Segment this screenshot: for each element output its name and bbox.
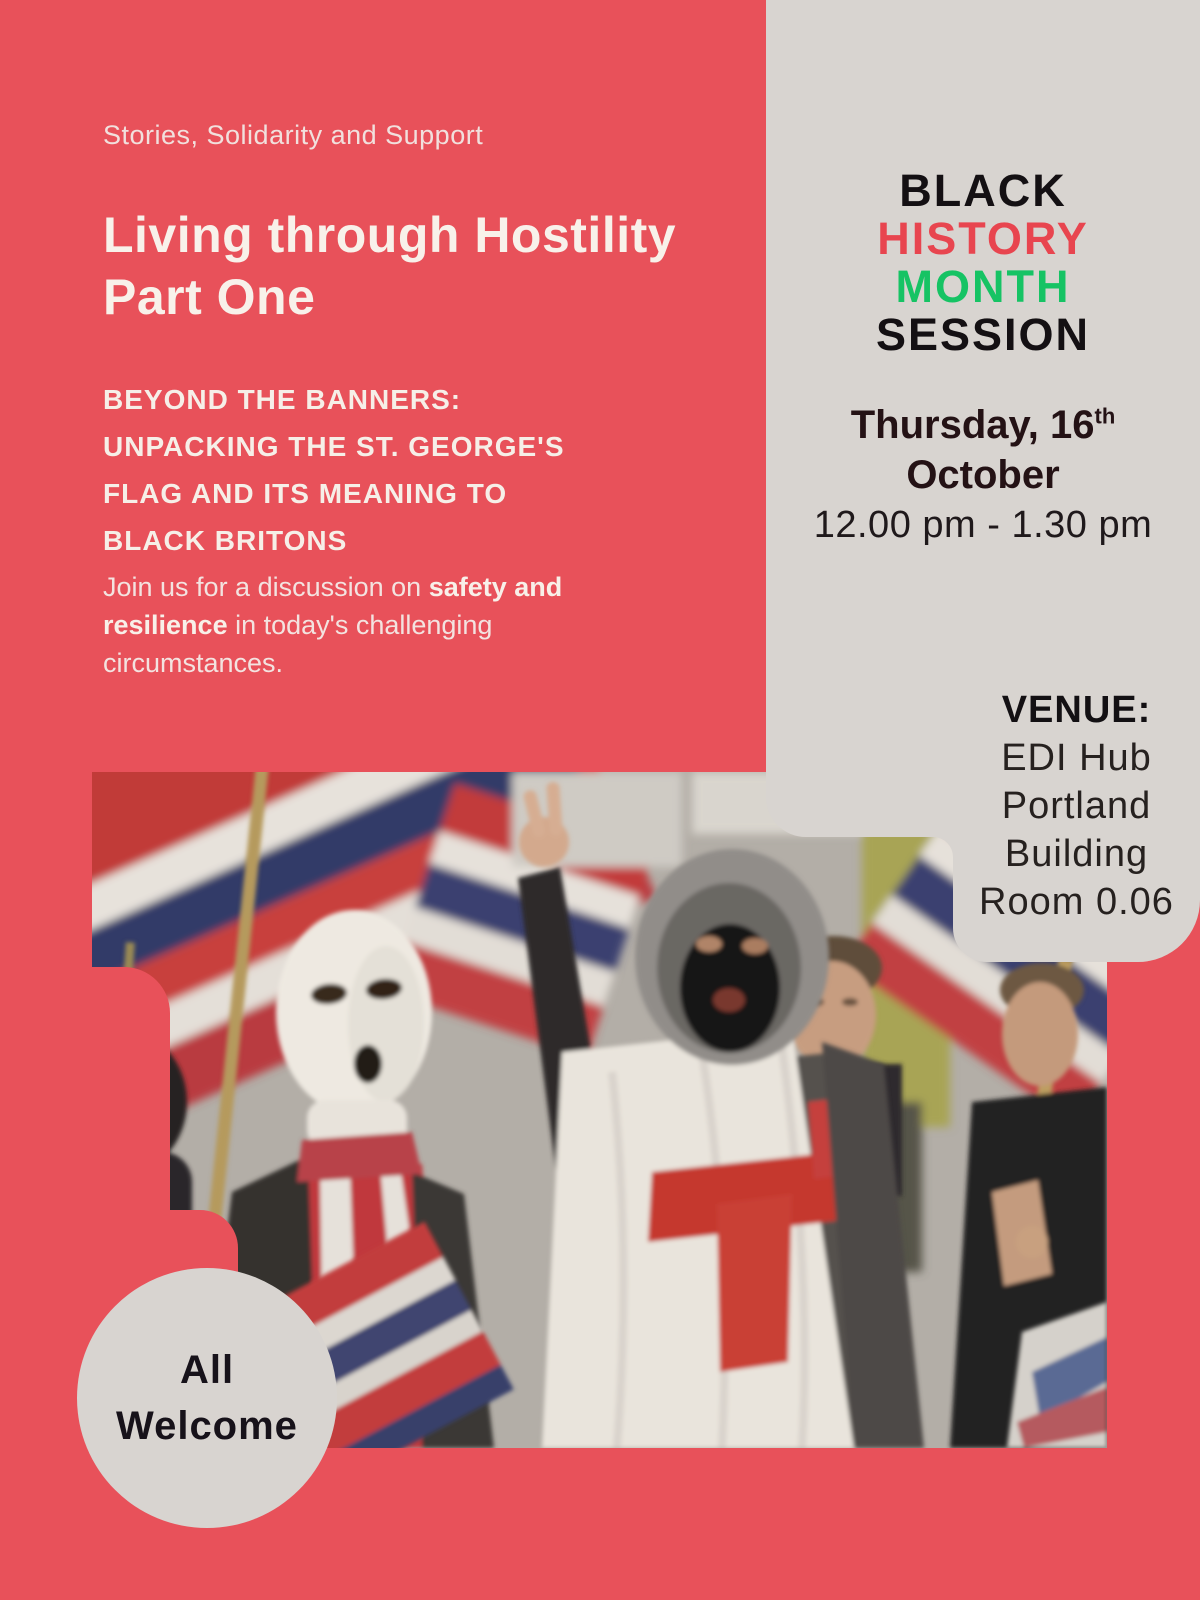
all-welcome-badge [77,1268,337,1528]
badge-line-1: All [179,1348,235,1392]
title-line-1: Living through Hostility [103,207,677,263]
venue-line: EDI Hub [1001,737,1152,779]
event-date-line-1: Thursday, 16th [850,403,1116,447]
event-time: 12.00 pm - 1.30 pm [813,504,1153,546]
session-description: Join us for a discussion on safety and resilience in today's challenging circumstances. [103,572,563,678]
event-date-line-2: October [906,453,1060,497]
topic-line: BLACK BRITONS [103,525,348,556]
badge-line-2: Welcome [116,1404,298,1448]
topic-line: UNPACKING THE ST. GEORGE'S [103,431,565,462]
venue-line: Portland [1001,785,1152,827]
poster-title [103,204,676,328]
bhm-word-history: HISTORY [877,213,1089,264]
bhm-word-session: SESSION [875,309,1091,360]
topic-line: FLAG AND ITS MEANING TO [103,478,508,509]
session-topic [103,376,565,564]
bhm-word-month: MONTH [895,261,1071,312]
black-history-month-heading [766,167,1200,359]
venue-heading: VENUE: [1001,689,1152,731]
event-date-time [766,400,1200,550]
venue-line: Room 0.06 [979,881,1174,923]
venue-line: Building [1004,833,1149,875]
eyebrow-text: Stories, Solidarity and Support [103,120,484,150]
ordinal-suffix: th [1094,403,1116,429]
title-line-2: Part One [103,269,316,325]
panel-corner-fillet [933,837,953,857]
topic-line: BEYOND THE BANNERS: [103,384,462,415]
venue-details [953,686,1200,926]
bhm-word-black: BLACK [899,165,1067,216]
